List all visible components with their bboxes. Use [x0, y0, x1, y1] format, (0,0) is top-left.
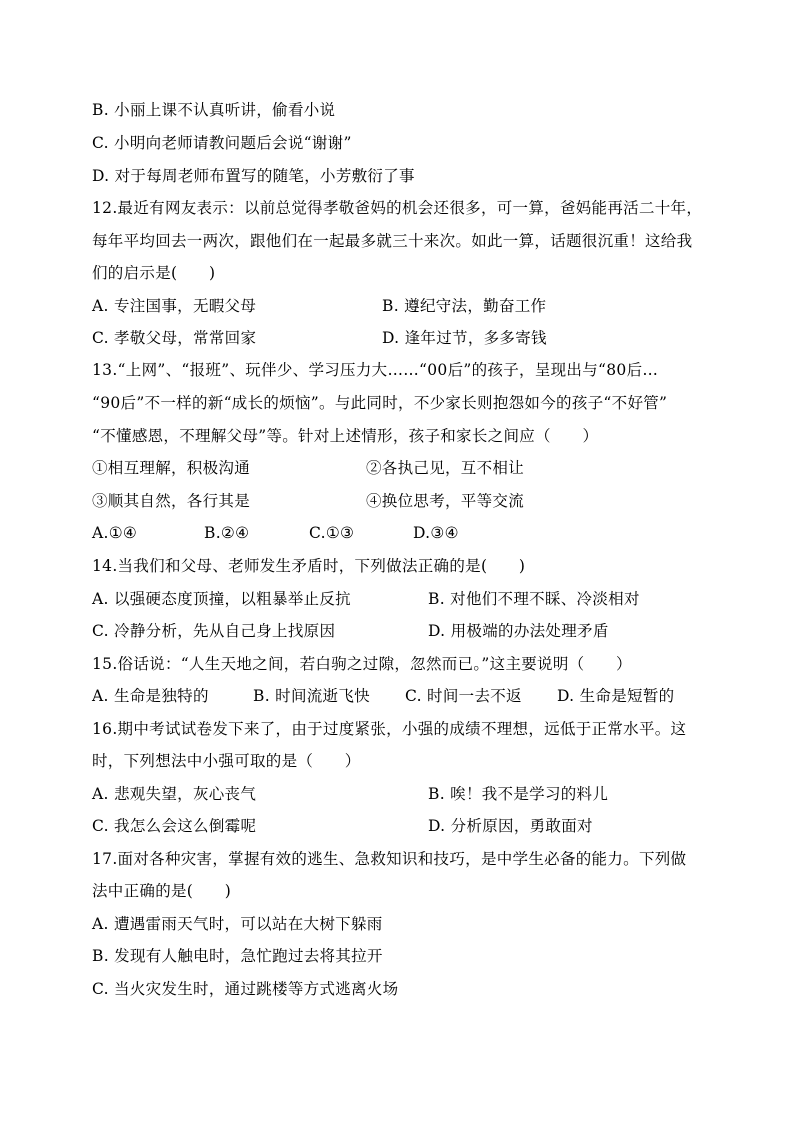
q16-option-b: B. 唉！我不是学习的料儿: [428, 785, 609, 803]
q12-stem-line-1: 12.最近有网友表示：以前总觉得孝敬爸妈的机会还很多，可一算，爸妈能再活二十年，: [92, 199, 703, 217]
q13-item-3: ③顺其自然，各行其是: [92, 492, 251, 510]
q13-stem-line-1: 13.“上网”、“报班”、玩伴少、学习压力大……“00后”的孩子，呈现出与“80后…: [92, 361, 659, 379]
q12-stem-line-3: 们的启示是( ): [92, 264, 216, 282]
q13-stem-line-2: “90后”不一样的新“成长的烦恼”。与此同时，不少家长则抱怨如今的孩子“不好管”: [92, 394, 668, 412]
q17-stem-line-2: 法中正确的是( ): [92, 882, 232, 900]
q13-option-c: C.①③: [309, 524, 355, 542]
q12-option-c: C. 孝敬父母，常常回家: [92, 329, 257, 347]
q16-option-d: D. 分析原因，勇敢面对: [428, 817, 593, 835]
q15-option-c: C. 时间一去不返: [405, 687, 522, 705]
q17-option-a: A. 遭遇雷雨天气时，可以站在大树下躲雨: [92, 915, 383, 933]
q12-option-b: B. 遵纪守法，勤奋工作: [382, 297, 547, 315]
q12-option-d: D. 逢年过节，多多寄钱: [382, 329, 547, 347]
q13-option-b: B.②④: [204, 524, 250, 542]
q12-option-a: A. 专注国事，无暇父母: [92, 297, 257, 315]
q11-option-c: C. 小明向老师请教问题后会说“谢谢”: [92, 134, 352, 152]
q16-stem-line-2: 时，下列想法中小强可取的是（ ）: [92, 752, 361, 770]
q14-option-b: B. 对他们不理不睬、冷淡相对: [428, 590, 640, 608]
q13-item-1: ①相互理解，积极沟通: [92, 459, 251, 477]
q11-option-b: B. 小丽上课不认真听讲，偷看小说: [92, 101, 336, 119]
q13-item-2: ②各执己见，互不相让: [366, 459, 525, 477]
q14-option-c: C. 冷静分析，先从自己身上找原因: [92, 622, 336, 640]
q14-option-a: A. 以强硬态度顶撞，以粗暴举止反抗: [92, 590, 351, 608]
q16-stem-line-1: 16.期中考试试卷发下来了，由于过度紧张，小强的成绩不理想，远低于正常水平。这: [92, 720, 687, 738]
q17-stem-line-1: 17.面对各种灾害，掌握有效的逃生、急救知识和技巧，是中学生必备的能力。下列做: [92, 850, 687, 868]
q15-option-b: B. 时间流逝飞快: [253, 687, 370, 705]
q16-option-a: A. 悲观失望，灰心丧气: [92, 785, 257, 803]
q12-stem-line-2: 每年平均回去一两次，跟他们在一起最多就三十来次。如此一算，话题很沉重！这给我: [92, 232, 693, 250]
q14-stem-line-1: 14.当我们和父母、老师发生矛盾时，下列做法正确的是( ): [92, 557, 526, 575]
q13-option-a: A.①④: [92, 524, 138, 542]
q15-option-a: A. 生命是独特的: [92, 687, 209, 705]
q13-option-d: D.③④: [413, 524, 459, 542]
q11-option-d: D. 对于每周老师布置写的随笔，小芳敷衍了事: [92, 167, 415, 185]
q13-item-4: ④换位思考，平等交流: [366, 492, 525, 510]
q17-option-c: C. 当火灾发生时，通过跳楼等方式逃离火场: [92, 980, 399, 998]
q14-option-d: D. 用极端的办法处理矛盾: [428, 622, 609, 640]
q15-stem-line-1: 15.俗话说：“人生天地之间，若白驹之过隙，忽然而已。”这主要说明（ ）: [92, 655, 632, 673]
q15-option-d: D. 生命是短暂的: [557, 687, 675, 705]
q17-option-b: B. 发现有人触电时，急忙跑过去将其拉开: [92, 947, 383, 965]
q13-stem-line-3: “不懂感恩，不理解父母”等。针对上述情形，孩子和家长之间应（ ）: [92, 427, 599, 445]
q16-option-c: C. 我怎么会这么倒霉呢: [92, 817, 257, 835]
